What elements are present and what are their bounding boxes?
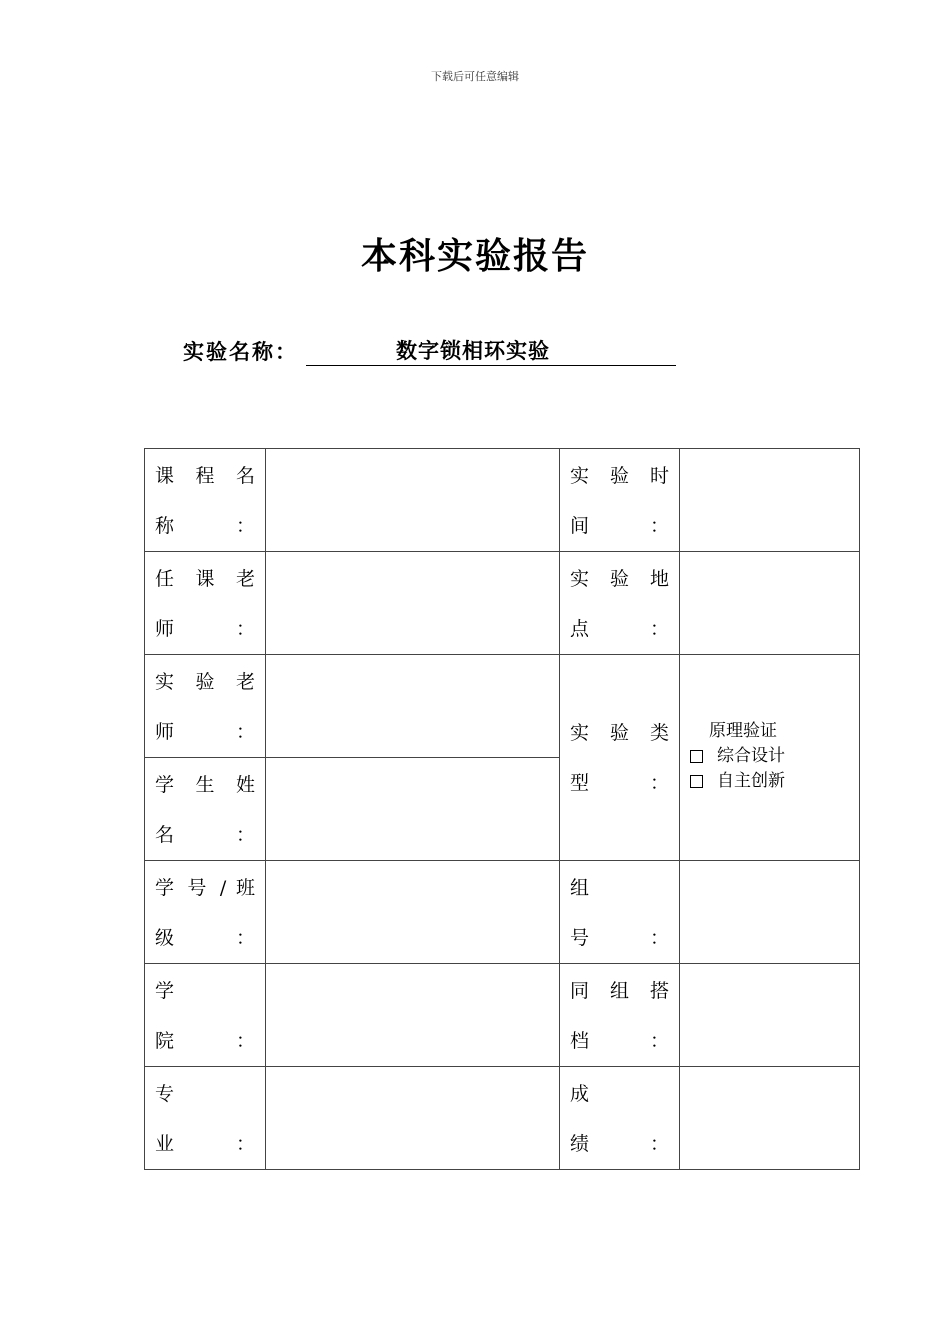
table-row	[145, 964, 860, 1067]
experiment-type-label-line1: 实 验 类	[570, 721, 669, 744]
course-name-field[interactable]	[266, 449, 560, 552]
experiment-time-field[interactable]	[680, 449, 860, 552]
student-id-class-label	[145, 861, 266, 964]
experiment-time-label-line2: 间 ：	[570, 515, 669, 537]
college-label-line2: 院 ：	[155, 1030, 255, 1052]
course-name-label	[145, 449, 266, 552]
course-name-label-line1: 课 程 名	[155, 465, 255, 487]
major-label-line2: 业 ：	[155, 1133, 255, 1155]
location-label-line1: 实 验 地	[570, 568, 669, 590]
table-row	[145, 655, 860, 758]
header-note: 下载后可任意编辑	[431, 70, 519, 83]
table-row	[145, 552, 860, 655]
group-no-label	[560, 861, 680, 964]
lab-teacher-label-line1: 实 验 老	[155, 671, 255, 693]
table-row	[145, 861, 860, 964]
partner-field[interactable]	[680, 964, 860, 1067]
location-field[interactable]	[680, 552, 860, 655]
lab-teacher-label	[145, 655, 266, 758]
experiment-name-row	[183, 336, 676, 366]
experiment-time-label	[560, 449, 680, 552]
college-field[interactable]	[266, 964, 560, 1067]
table-row	[145, 1067, 860, 1170]
type-option-comprehensive[interactable]	[690, 744, 859, 769]
score-label	[560, 1067, 680, 1170]
major-label	[145, 1067, 266, 1170]
lab-teacher-field[interactable]	[266, 655, 560, 758]
college-label	[145, 964, 266, 1067]
lab-teacher-label-line2: 师 ：	[155, 721, 255, 743]
score-label-line1: 成	[570, 1083, 590, 1105]
type-option-principle-label: 原理验证	[709, 721, 777, 741]
student-name-label	[145, 758, 266, 861]
student-name-label-line1: 学 生 姓	[155, 774, 255, 796]
student-id-class-label-line2: 级 ：	[155, 927, 255, 949]
group-no-field[interactable]	[680, 861, 860, 964]
student-name-field[interactable]	[266, 758, 560, 861]
score-field[interactable]	[680, 1067, 860, 1170]
teacher-label-line1: 任 课 老	[155, 568, 255, 590]
teacher-field[interactable]	[266, 552, 560, 655]
location-label-line2: 点 ：	[570, 618, 669, 640]
checkbox-icon[interactable]	[690, 775, 703, 788]
type-option-innovation-label: 自主创新	[717, 771, 785, 791]
partner-label-line1: 同 组 搭	[570, 980, 669, 1002]
teacher-label-line2: 师 ：	[155, 618, 255, 640]
experiment-type-label	[560, 655, 680, 861]
score-label-line2: 绩 ：	[570, 1133, 669, 1155]
major-field[interactable]	[266, 1067, 560, 1170]
partner-label	[560, 964, 680, 1067]
student-id-class-label-line1: 学 号 / 班	[155, 877, 255, 899]
experiment-time-label-line1: 实 验 时	[570, 465, 669, 487]
partner-label-line2: 档 ：	[570, 1030, 669, 1052]
student-id-class-field[interactable]	[266, 861, 560, 964]
type-option-comprehensive-label: 综合设计	[717, 746, 785, 766]
group-no-label-line1: 组	[570, 877, 590, 899]
experiment-name-field[interactable]: 数字锁相环实验	[306, 338, 676, 366]
course-name-label-line2: 称 ：	[155, 515, 255, 537]
checkbox-icon[interactable]	[690, 750, 703, 763]
student-name-label-line2: 名 ：	[155, 824, 255, 846]
location-label	[560, 552, 680, 655]
major-label-line1: 专	[155, 1083, 175, 1105]
group-no-label-line2: 号 ：	[570, 927, 669, 949]
table-row	[145, 449, 860, 552]
college-label-line1: 学	[155, 980, 175, 1002]
type-option-principle[interactable]	[690, 719, 859, 744]
experiment-name-label: 实验名称：	[183, 340, 298, 364]
type-option-innovation[interactable]	[690, 769, 859, 794]
document-title: 本科实验报告	[360, 236, 589, 277]
experiment-type-options	[680, 655, 860, 861]
experiment-type-label-line2: 型 ：	[570, 771, 669, 794]
teacher-label	[145, 552, 266, 655]
info-table	[144, 448, 860, 1170]
